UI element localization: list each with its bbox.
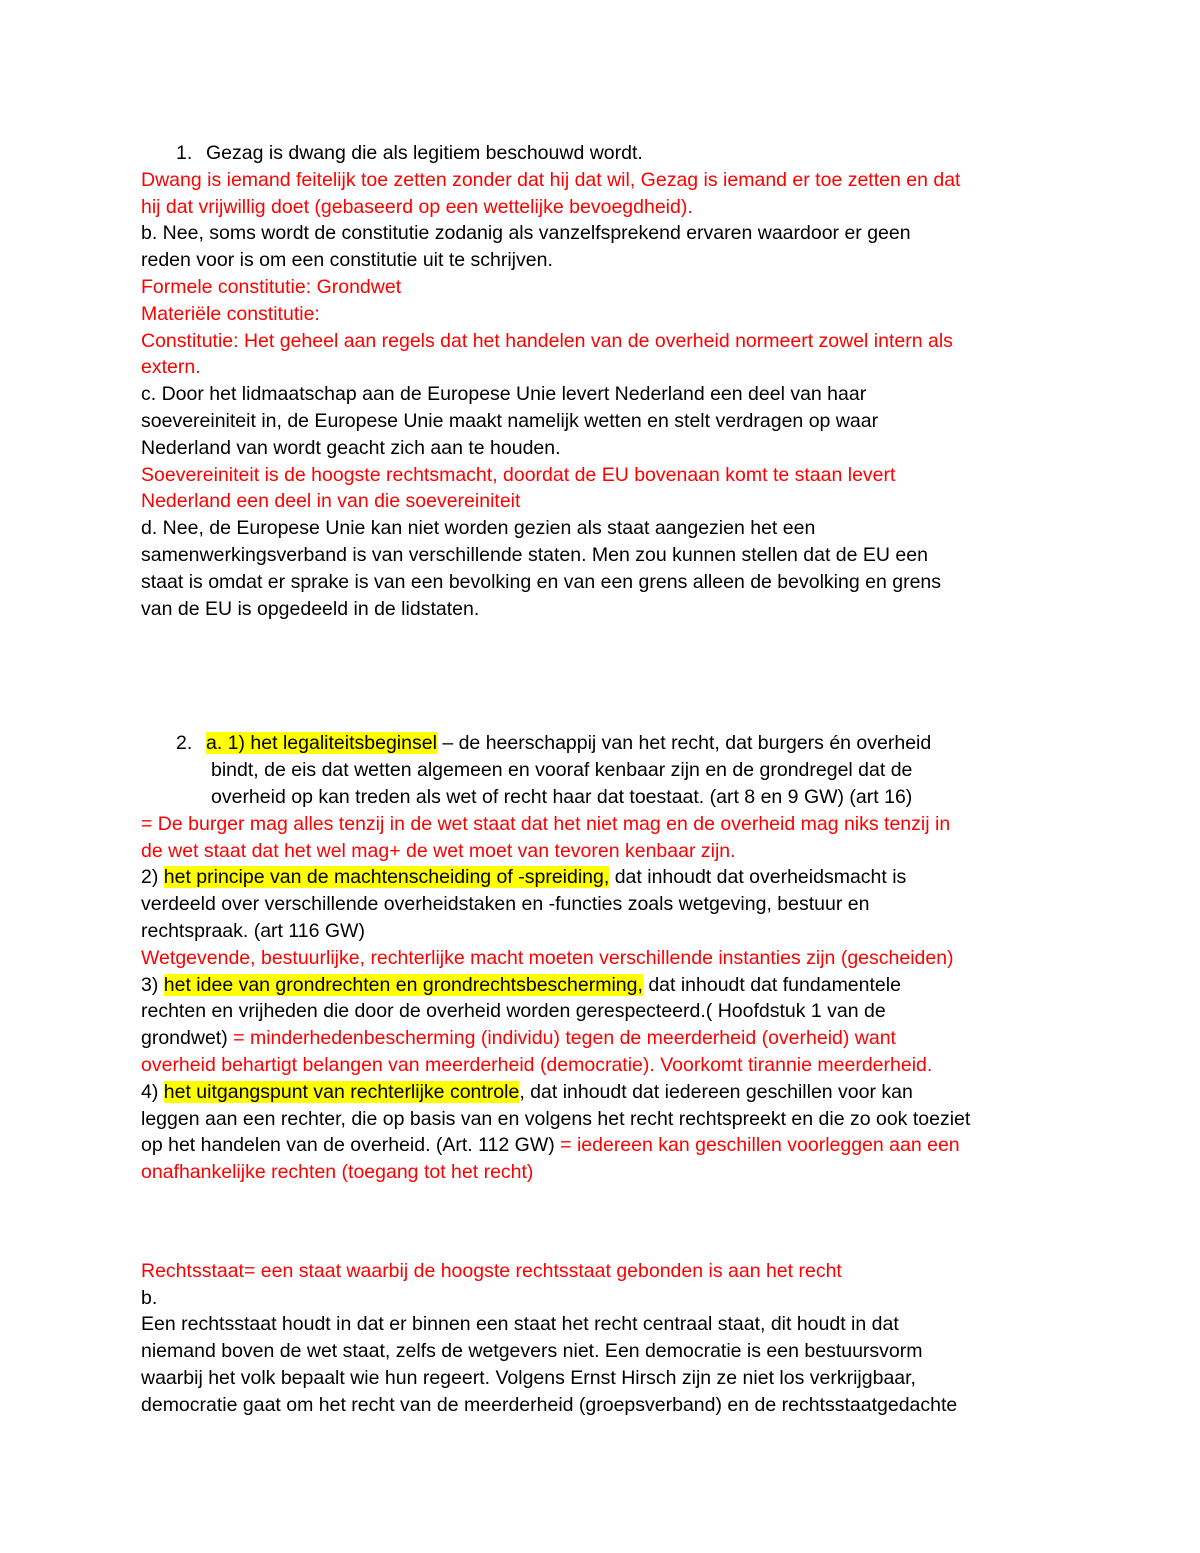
body-text: op het handelen van de overheid. (Art. 112 GW) bbox=[141, 1134, 561, 1157]
mixed-line bbox=[141, 1025, 1071, 1052]
body-text: staat is omdat er sprake is van een bevolking en van een grens alleen de bevolking en grens bbox=[141, 570, 942, 593]
principle-2-line bbox=[141, 864, 1071, 891]
body-text: verdeeld over verschillende overheidstaken en -functies zoals wetgeving, bestuur en bbox=[141, 893, 870, 916]
question-1-heading bbox=[141, 140, 1071, 167]
body-text: grondwet) bbox=[141, 1027, 234, 1050]
body-text: dat inhoudt dat overheidsmacht is bbox=[609, 866, 907, 889]
body-text: b. Nee, soms wordt de constitutie zodanig als vanzelfsprekend ervaren waardoor er geen bbox=[141, 222, 911, 245]
body-text: van de EU is opgedeeld in de lidstaten. bbox=[141, 597, 480, 620]
list-number: 2. bbox=[176, 732, 193, 755]
body-text: 3) bbox=[141, 973, 164, 996]
answer-text: Constitutie: Het geheel aan regels dat het handelen van de overheid normeert zowel intern als bbox=[141, 329, 953, 352]
list-number: 1. bbox=[176, 142, 193, 164]
answer-text: extern. bbox=[141, 356, 201, 379]
sub-question-label: b. bbox=[141, 1286, 158, 1309]
highlighted-term: het idee van grondrechten en grondrechtsbescherming, bbox=[163, 973, 643, 996]
document-page bbox=[141, 140, 1071, 1419]
question-2-heading bbox=[141, 730, 1071, 757]
body-text: overheid op kan treden als wet of recht haar dat toestaat. (art 8 en 9 GW) (art 16) bbox=[211, 785, 913, 808]
body-text: niemand boven de wet staat, zelfs de wetgevers niet. Een democratie is een bestuursvorm bbox=[141, 1340, 923, 1363]
answer-text: Soevereiniteit is de hoogste rechtsmacht, doordat de EU bovenaan komt te staan levert bbox=[141, 463, 896, 486]
spacer bbox=[141, 622, 1071, 730]
highlighted-term: a. 1) het legaliteitsbeginsel bbox=[206, 732, 437, 755]
answer-text: Wetgevende, bestuurlijke, rechterlijke macht moeten verschillende instanties zijn (gescheiden) bbox=[141, 946, 954, 969]
body-text: 2) bbox=[141, 866, 164, 889]
spacer bbox=[141, 1186, 1071, 1258]
body-text: reden voor is om een constitutie uit te schrijven. bbox=[141, 249, 553, 272]
body-text: soevereiniteit in, de Europese Unie maakt namelijk wetten en stelt verdragen op waar bbox=[141, 409, 879, 432]
body-text: rechten en vrijheden die door de overheid worden gerespecteerd.( Hoofdstuk 1 van de bbox=[141, 1000, 886, 1023]
body-text: d. Nee, de Europese Unie kan niet worden gezien als staat aangezien het een bbox=[141, 517, 816, 540]
body-text: leggen aan een rechter, die op basis van en volgens het recht rechtspreekt en die zo ook toeziet bbox=[141, 1107, 971, 1130]
principle-4-line bbox=[141, 1079, 1071, 1106]
answer-text: de wet staat dat het wel mag+ de wet moet van tevoren kenbaar zijn. bbox=[141, 839, 736, 862]
body-text: Nederland van wordt geacht zich aan te houden. bbox=[141, 436, 561, 459]
body-text: rechtspraak. (art 116 GW) bbox=[141, 919, 365, 942]
answer-text: Formele constitutie: Grondwet bbox=[141, 275, 402, 298]
answer-text: overheid behartigt belangen van meerderheid (democratie). Voorkomt tirannie meerderheid. bbox=[141, 1053, 933, 1076]
definition-text: Rechtsstaat= een staat waarbij de hoogste rechtsstaat gebonden is aan het recht bbox=[141, 1259, 842, 1282]
answer-text: onafhankelijke rechten (toegang tot het recht) bbox=[141, 1161, 534, 1184]
question-1-text: Gezag is dwang die als legitiem beschouwd wordt. bbox=[206, 142, 643, 164]
answer-text: hij dat vrijwillig doet (gebaseerd op een wettelijke bevoegdheid). bbox=[141, 195, 693, 218]
answer-text: = iedereen kan geschillen voorleggen aan een bbox=[560, 1134, 960, 1157]
body-text: Een rechtsstaat houdt in dat er binnen een staat het recht centraal staat, dit houdt in dat bbox=[141, 1313, 899, 1336]
mixed-line bbox=[141, 1132, 1071, 1159]
principle-3-line bbox=[141, 972, 1071, 999]
body-text: 4) bbox=[141, 1080, 164, 1103]
body-text: c. Door het lidmaatschap aan de Europese Unie levert Nederland een deel van haar bbox=[141, 383, 867, 406]
body-text: democratie gaat om het recht van de meerderheid (groepsverband) en de rechtsstaatgedachte bbox=[141, 1393, 958, 1416]
body-text: samenwerkingsverband is van verschillende staten. Men zou kunnen stellen dat de EU een bbox=[141, 543, 928, 566]
highlighted-term: het uitgangspunt van rechterlijke controle bbox=[163, 1080, 520, 1103]
answer-text: = minderhedenbescherming (individu) tegen de meerderheid (overheid) want bbox=[233, 1027, 896, 1050]
body-text: – de heerschappij van het recht, dat burgers én overheid bbox=[436, 732, 932, 755]
body-text: , dat inhoudt dat iedereen geschillen voor kan bbox=[519, 1080, 913, 1103]
body-text: waarbij het volk bepaalt wie hun regeert. Volgens Ernst Hirsch zijn ze niet los verkrijgbaar, bbox=[141, 1367, 916, 1390]
answer-text: Nederland een deel in van die soevereiniteit bbox=[141, 490, 521, 513]
body-text: bindt, de eis dat wetten algemeen en vooraf kenbaar zijn en de grondregel dat de bbox=[211, 759, 913, 782]
body-text: dat inhoudt dat fundamentele bbox=[642, 973, 901, 996]
answer-text: = De burger mag alles tenzij in de wet staat dat het niet mag en de overheid mag niks tenzij in bbox=[141, 812, 951, 835]
answer-text: Dwang is iemand feitelijk toe zetten zonder dat hij dat wil, Gezag is iemand er toe zetten en dat bbox=[141, 168, 961, 191]
answer-text: Materiële constitutie: bbox=[141, 302, 320, 325]
highlighted-term: het principe van de machtenscheiding of -spreiding, bbox=[163, 866, 610, 889]
